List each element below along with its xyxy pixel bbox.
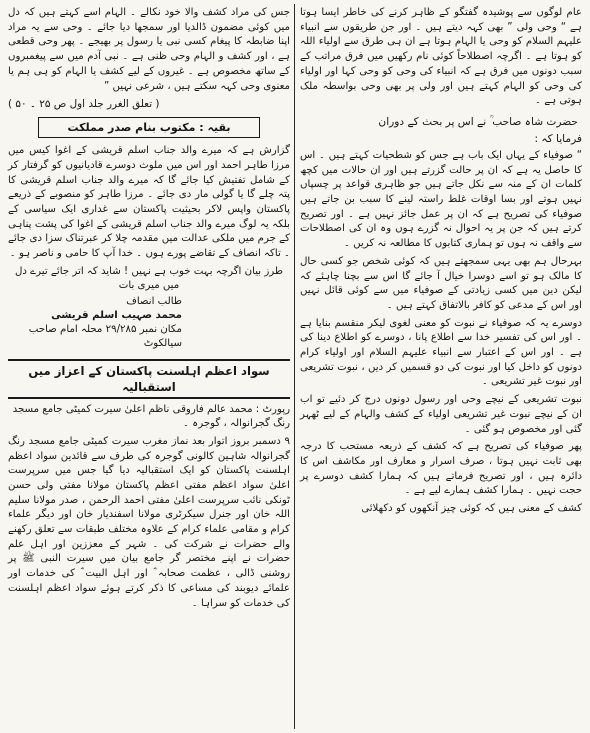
column-divider [294, 4, 295, 729]
continued-box [38, 117, 260, 138]
left-column [8, 6, 290, 727]
verse-couplet: طرز بیان اگرچہ بہت خوب ہے نہیں ! شاید کہ اتر جائے تیرے دل میں میری بات [15, 265, 283, 291]
reference-citation: ( تعلق الغرر جلد اول ص ۲۵ ۔ ۵۰ ) [8, 98, 160, 111]
signature-address: مکان نمبر ۲۹/۲۸۵ محلہ امام صاحب سیالکوٹ [28, 323, 182, 349]
section-title: سواد اعظم اہلسنت پاکستان کے اعزاز میں استقبالیہ [8, 359, 290, 399]
signature-title: طالب انصاف [126, 295, 182, 307]
right-column [300, 6, 582, 727]
section-subtitle: رپورٹ : محمد عالم فاروقی ناظم اعلیٰ سیرت کمیٹی جامع مسجد رنگ گجرانوالہ ، گوجرہ ۔ [12, 403, 290, 429]
signature-block [8, 295, 290, 353]
quote-nabuwat-lughvi: دوسرے یہ کہ صوفیاء نے نبوت کو معنی لغوی لیکر منقسم بنایا ہے ۔ اور اس کی تفسیر خدا سے اطلاع پانا ، دوسرے کو اطلاع دینا کی ہے ۔ اور اس کے اعتبار سے انبیاء علیہم السلام اور اولیاء کرام دونوں کو داخل کیا اور نبوت کی دو قسمیں کر دیں ، نبوت تشریعی اور نبوت غیر تشریعی ۔ [300, 317, 582, 388]
continued-label: بقیہ : مکتوب بنام صدر مملکت [67, 121, 231, 135]
quote-hal: بہرحال ہم بھی یہی سمجھتے ہیں کہ کوئی شخص جو کسی حال کا مالک ہو تو اسے دوسرا خیال آ جائے گا اس سے بچنا چاہئے کہ لیکن دین میں کسی زیادتی کے صوفیاء میں سے کوئی قائل نہیں اور اس کے مدعی کو کافر بالاتفاق کہتے ہیں ۔ [300, 255, 582, 311]
letter-body: گزارش ہے کہ میرے والد جناب اسلم قریشی کے اغوا کیس میں مرزا طاہر احمد اور اس میں ملوث دوسرے قادیانیوں کو گرفتار کر کے شامل تفتیش کیا جائے گا کہ میرے والد جناب اسلم قریشی کا پتہ چلے گا یا گولی مار دی جائے ۔ مرزا طاہر کو منصوبے کے ذریعے پاکستان واپس لاکر بحیثیت پاکستان سے غداری ایک سیاسی کے بلکہ یہ لوگ میرے والد جناب اسلم قریشی کے اغوا کی پشت پناہی کے جرم میں ملکی عدالت میں مقدمہ چلا کر عبرتناک سزا دی جائے ۔ تاکہ انصاف کے تقاضے پورے ہوں ۔ خدا آپ کا حامی و ناصر ہو ۔ [8, 145, 290, 260]
signature-name: محمد صہیب اسلم قریشی [51, 309, 182, 321]
quote-kashf-hujjat: پھر صوفیاء کی تصریح ہے کہ کشف کے ذریعہ مستحب کا درجہ بھی ثابت نہیں ہوتا ، صرف اسرار و معارف اور مکاشف اس کا دائرہ ہیں ، اور تصریح فرماتے ہیں کہ ہمارا کشف دوسرے پر حجت نہیں ۔ ہمارا کشف ہمارے لیے ہے ۔ [300, 441, 582, 497]
farmaya-intro: فرمایا کہ : [534, 132, 582, 145]
reception-report: ۹ دسمبر بروز اتوار بعد نماز مغرب سیرت کمیٹی جامع مسجد رنگ گجرانوالہ شاہین کالونی گوجرہ کی طرف سے قائدین سواد اعظم اہلسنت پاکستان کو ایک استقبالیہ دیا گیا جس میں سرپرست اعلیٰ سواد اعظم مفتی اعظم پاکستان مولانا مفتی ولی حسن ٹونکی نائب سرپرست اعلیٰ مفتی احمد الرحمن ، صدر مولانا سلیم اللہ خان اور جنرل سیکرٹری مولانا اسفندیار خان اور دیگر علماء کرام و مقامی علماء کرام کے علاوہ مختلف طبقات سے تعلق رکھنے والے حضرات نے شرکت کی ۔ شہر کے معززین اور اہل علم حضرات نے اپنے مختصر گر جامع بیان میں سیرت النبی ﷺ پر روشنی ڈالی ، عظمت صحابہ ؓ اور اہل البیت ؓ کی خدمات اور علمائے دیوبند کی مساعی کا ذکر کرتے ہوئے سواد اعظم اہلسنت کی خدمات کو سراہا ۔ [8, 435, 290, 609]
quote-nabuwat-tashrii: نبوت تشریعی کے نیچے وحی اور رسول دونوں درج کر دئیے تو اب ان کے نیچے نبوت غیر تشریعی اولیاء کے کشف والہام کے لیے ٹھہر گئی اور مخصوص ہو گئی ۔ [300, 394, 582, 435]
quote-shathiyat: “ صوفیاء کے یہاں ایک باب ہے جس کو شطحیات کہتے ہیں ۔ اس کا حاصل یہ ہے کہ ان پر حالت گزرتے ہیں اور ان حالات میں کچھ کلمات ان کے منہ سے نکل جاتے ہیں جو ظاہری قواعد پر چسپاں نہیں ہوتے اور بسا اوقات غلط راستہ لینے کا سبب بن جاتے ہیں صوفیاء کی تصریح ہے کہ ان پر عمل جائز نہیں ہے ۔ اور تصریح کرتے ہیں کہ جن پر یہ احوال نہ گزرے ہوں وہ ان کی اصطلاحات سے واقف نہ ہوں تو ہماری کتابوں کا مطالعہ نہ کریں ۔ [300, 149, 582, 250]
paragraph-wahi-wali: عام لوگوں سے پوشیدہ گفتگو کے ظاہر کرنے کی خاطر ایسا ہوتا ہے “ وحی ولی ” بھی کہہ دیتے ہیں ۔ اور جن طریقوں سے انبیاء علیہم السلام کو وحی یا الہام ہوتا ہے ان ہی طرق سے اولیاء اللہ کو ہوتا ہے ۔ اگرچہ اصطلاحاً کوئی نام رکھیں میں فرق مراتب کے سبب دونوں میں فرق ہے کہ انبیاء کی وحی کو وحی کہا اور اولیاء کی وحی کو الہام کہتے ہیں اور ولی پر بھی وحی بواسطہ ملک ہوتی ہے ۔ [300, 7, 582, 107]
shah-sahib-heading: حضرت شاہ صاحب ؒ نے اس پر بحث کے دوران [378, 115, 578, 128]
paragraph-ilham: جس کی مراد کشف والا خود نکالے ۔ الہام اسے کہتے ہیں کہ دل میں کوئی مضمون ڈالدیا اور سمجھا دیا جائے ۔ وحی سے یہ مراد اپنا ضابطہ کا پیغام کسی نبی یا رسول پر بھیجے ۔ پھر وحی قطعی ہے ، اور کشف و الہام وحی ظنی ہے ۔ نبی آدم میں سے پیغمبروں کے ساتھ مخصوص ہے ۔ غیروں کے لیے کشف یا الہام کو ہی ہم یا معنوی وحی کہہ سکتے ہیں ، شرعی نہیں ” [8, 7, 290, 92]
quote-kashf-meaning: کشف کے معنی ہیں کہ کوئی چیز آنکھوں کو دکھلائی [361, 503, 582, 515]
signature-right-group [12, 295, 182, 351]
